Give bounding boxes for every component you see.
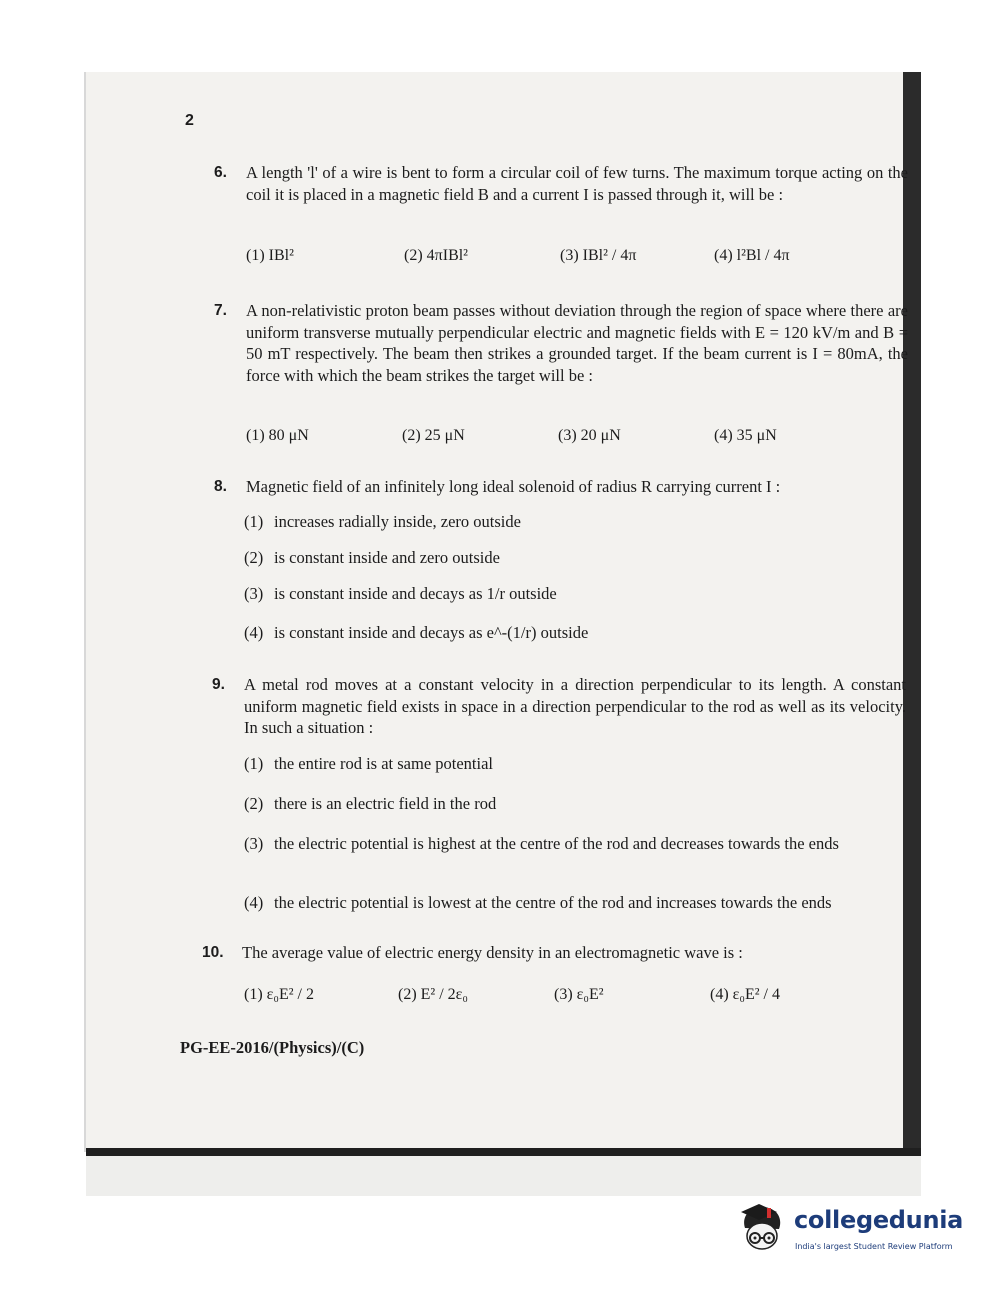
question-10-options [244, 986, 864, 1010]
collegedunia-logo[interactable] [737, 1198, 962, 1260]
question-6-options [246, 247, 866, 271]
scan-edge-bottom [86, 1148, 921, 1156]
question-number: 7. [214, 302, 227, 319]
student-mascot-icon [737, 1198, 793, 1256]
question-stem: Magnetic field of an infinitely long ideal solenoid of radius R carrying current I : [246, 477, 781, 496]
option-2: (2) 4πIBl² [404, 247, 468, 264]
question-stem: A metal rod moves at a constant velocity in a direction perpendicular to its length. A constant uniform magnetic field exists in space in a direction perpendicular to the rod as well as its velocity. In such a situation : [244, 675, 906, 737]
option-1: (1) IBl² [246, 247, 294, 264]
question-8 [214, 476, 908, 500]
option-text: the electric potential is lowest at the centre of the rod and increases towards the ends [274, 893, 832, 912]
logo-brand-text: collegedunia [794, 1206, 964, 1234]
question-7 [214, 300, 908, 412]
question-stem: A length 'l' of a wire is bent to form a circular coil of few turns. The maximum torque acting on the coil it is placed in a magnetic field B and a current I is passed through it, will be : [246, 163, 908, 204]
option-text: the electric potential is highest at the centre of the rod and decreases towards the ends [274, 834, 839, 853]
option-2: (2) 25 μN [402, 427, 465, 444]
option-1: (1) 80 μN [246, 427, 309, 444]
option-label: (2) [244, 548, 264, 567]
question-number: 10. [202, 944, 224, 961]
question-9 [212, 674, 906, 740]
option-label: (1) [244, 754, 264, 773]
scan-edge-right [903, 72, 921, 1152]
option-label: (2) [244, 794, 264, 813]
question-stem: The average value of electric energy density in an electromagnetic wave is : [242, 943, 743, 962]
option-text: is constant inside and decays as e^-(1/r) outside [274, 623, 589, 642]
option-text: there is an electric field in the rod [274, 794, 497, 813]
question-10 [202, 942, 906, 966]
option-text: the entire rod is at same potential [274, 754, 494, 773]
option-2: (2) E² / 2ε₀ [398, 986, 468, 1003]
question-number: 8. [214, 478, 227, 495]
option-text: increases radially inside, zero outside [274, 512, 521, 531]
option-3: (3) ε₀E² [554, 986, 604, 1003]
option-4: (4) 35 μN [714, 427, 777, 444]
option-label: (1) [244, 512, 264, 531]
option-label: (4) [244, 893, 264, 912]
option-1: (1) ε₀E² / 2 [244, 986, 314, 1003]
question-6 [214, 162, 908, 232]
option-label: (3) [244, 834, 264, 853]
question-number: 9. [212, 676, 225, 693]
option-3: (3) 20 μN [558, 427, 621, 444]
question-number: 6. [214, 164, 227, 181]
paper-code-footer: PG-EE-2016/(Physics)/(C) [180, 1038, 365, 1057]
option-text: is constant inside and decays as 1/r outside [274, 584, 557, 603]
option-4: (4) ε₀E² / 4 [710, 986, 780, 1003]
option-text: is constant inside and zero outside [274, 548, 500, 567]
question-7-options [246, 427, 866, 451]
option-label: (3) [244, 584, 264, 603]
scan-gutter [86, 1156, 921, 1196]
logo-tagline: India's largest Student Review Platform [795, 1242, 953, 1251]
option-label: (4) [244, 623, 264, 642]
option-4: (4) l²Bl / 4π [714, 247, 790, 264]
question-stem: A non-relativistic proton beam passes without deviation through the region of space where there are uniform transverse mutually perpendicular electric and magnetic fields with E = 120 kV/m and B = 50 mT respectively. The beam then strikes a grounded target. If the beam current is I = 80mA, the force with which the beam strikes the target will be : [246, 301, 908, 385]
option-3: (3) IBl² / 4π [560, 247, 637, 264]
page-number: 2 [185, 112, 194, 129]
